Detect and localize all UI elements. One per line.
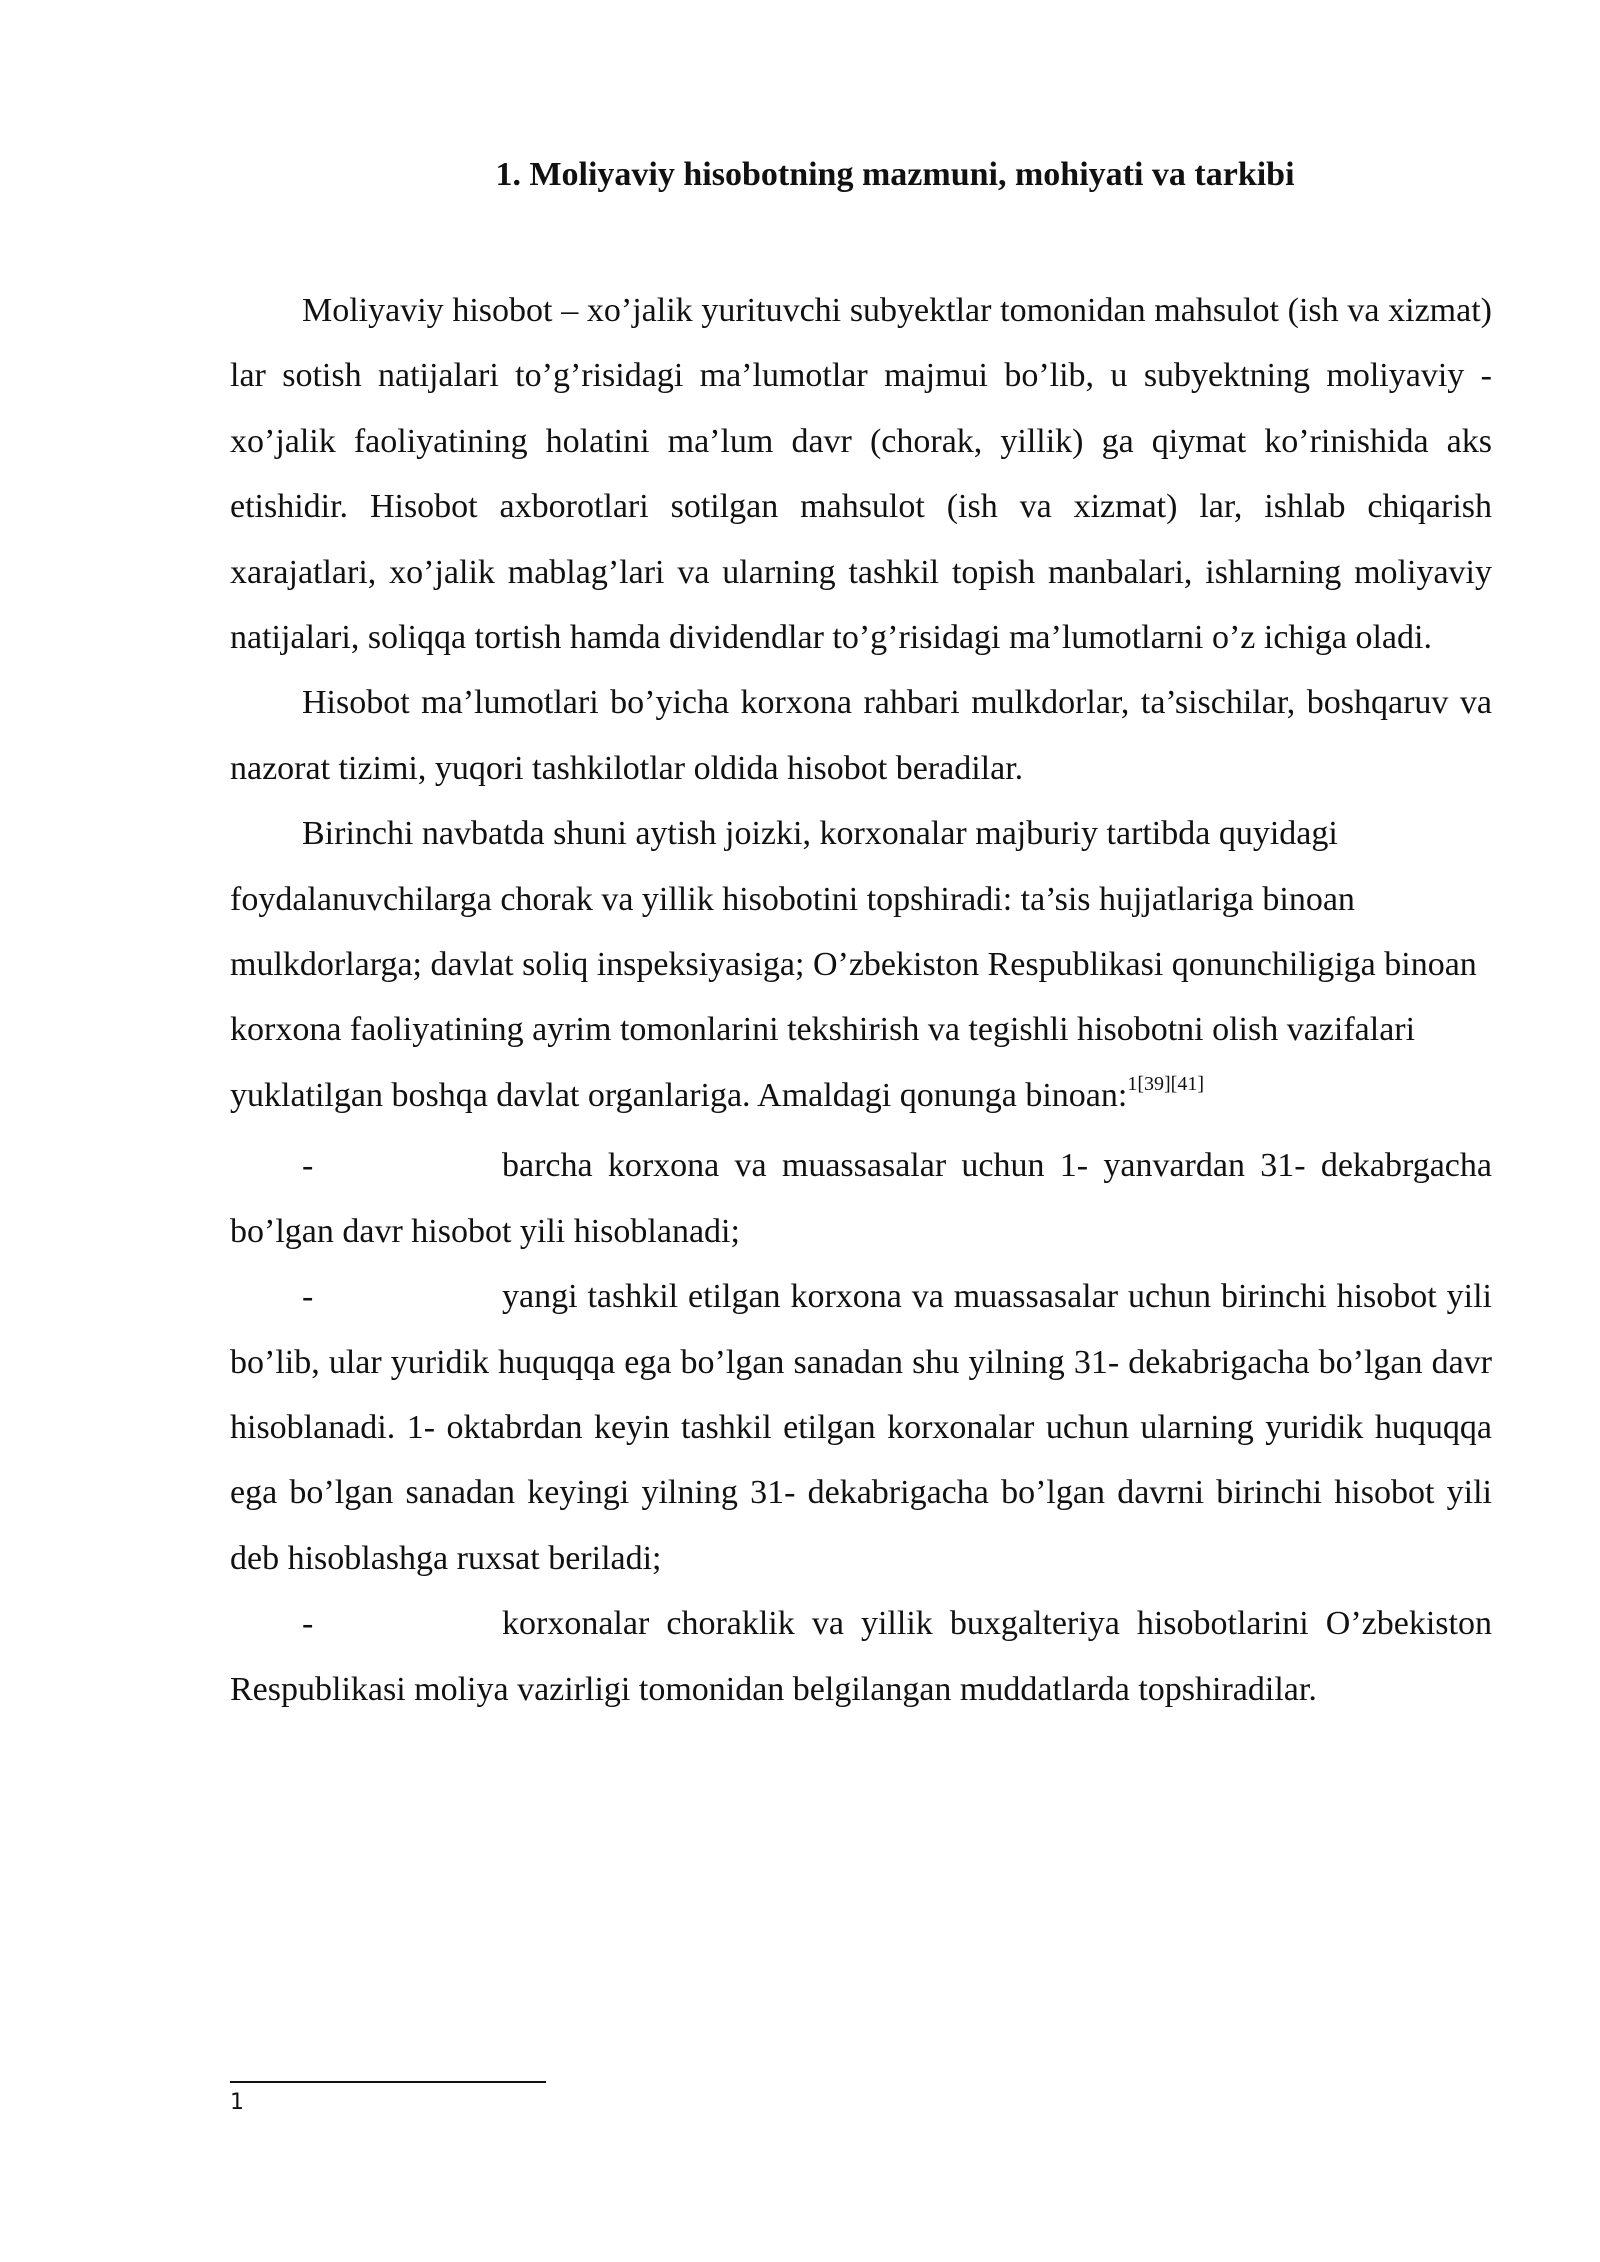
paragraph-definition: Moliyaviy hisobot – xo’jalik yurituvchi subyektlar tomonidan mahsulot (ish va xizmat) lar sotish natijalari to’g’risidagi ma’lumotlar majmui bo’lib, u subyektning moliyaviy -xo’jalik faoliyatining holatini ma’lum davr (chorak, yillik) ga qiymat ko’rinishida aks etishidir. Hisobot axborotlari sotilgan mahsulot (ish va xizmat) lar, ishlab chiqarish xarajatlari, xo’jalik mablag’lari va ularning tashkil topish manbalari, ishlarning moliyaviy natijalari, soliqqa tortish hamda dividendlar to’g’risidagi ma’lumotlarni o’z ichiga oladi.	[230, 292, 1492, 657]
document-body	[230, 278, 1492, 1722]
list-item-submission	[230, 1591, 1492, 1722]
section-heading-text: 1. Moliyaviy hisobotning mazmuni, mohiyati va tarkibi	[495, 156, 1295, 193]
section-heading	[0, 150, 1600, 200]
footnote-divider	[230, 2081, 546, 2083]
list-item-reporting-year	[230, 1133, 1492, 1264]
list-item-text: yangi tashkil etilgan korxona va muassasalar uchun birinchi hisobot yili bo’lib, ular yuridik huquqqa ega bo’lgan sanadan shu yilning 31- dekabrigacha bo’lgan davr hisoblanadi. 1- oktabrdan keyin tashkil etilgan korxonalar uchun ularning yuridik huquqqa ega bo’lgan sanadan keyingi yilning 31- dekabrigacha bo’lgan davrni birinchi hisobot yili deb hisoblashga ruxsat beriladi;	[230, 1278, 1492, 1577]
list-dash: -	[302, 1278, 314, 1316]
paragraph-users-text: Birinchi navbatda shuni aytish joizki, korxonalar majburiy tartibda quyidagi foydalanuvchilarga chorak va yillik hisobotini topshiradi: ta’sis hujjatlariga binoan mulkdorlarga; davlat soliq inspeksiyasiga; O’zbekiston Respublikasi qonunchiligiga binoan korxona faoliyatining ayrim tomonlarini tekshirish va tegishli hisobotni olish vazifalari yuklatilgan boshqa davlat organlariga. Amaldagi qonunga binoan:	[230, 815, 1477, 1114]
list-item-text: barcha korxona va muassasalar uchun 1- yanvardan 31- dekabrgacha bo’lgan davr hisobot yili hisoblanadi;	[230, 1147, 1492, 1250]
paragraph-users	[230, 801, 1492, 1133]
list-dash: -	[302, 1605, 314, 1643]
paragraph-reporting: Hisobot ma’lumotlari bo’yicha korxona rahbari mulkdorlar, ta’sischilar, boshqaruv va nazorat tizimi, yuqori tashkilotlar oldida hisobot beradilar.	[230, 684, 1492, 787]
footnote-number: 1	[230, 2090, 244, 2115]
list-item-text: korxonalar choraklik va yillik buxgalteriya hisobotlarini O’zbekiston Respublikasi moliya vazirligi tomonidan belgilangan muddatlarda topshiradilar.	[230, 1605, 1492, 1708]
list-dash: -	[302, 1147, 314, 1185]
list-item-new-enterprises	[230, 1264, 1492, 1591]
footnote-reference: 1[39][41]	[1127, 1072, 1204, 1095]
